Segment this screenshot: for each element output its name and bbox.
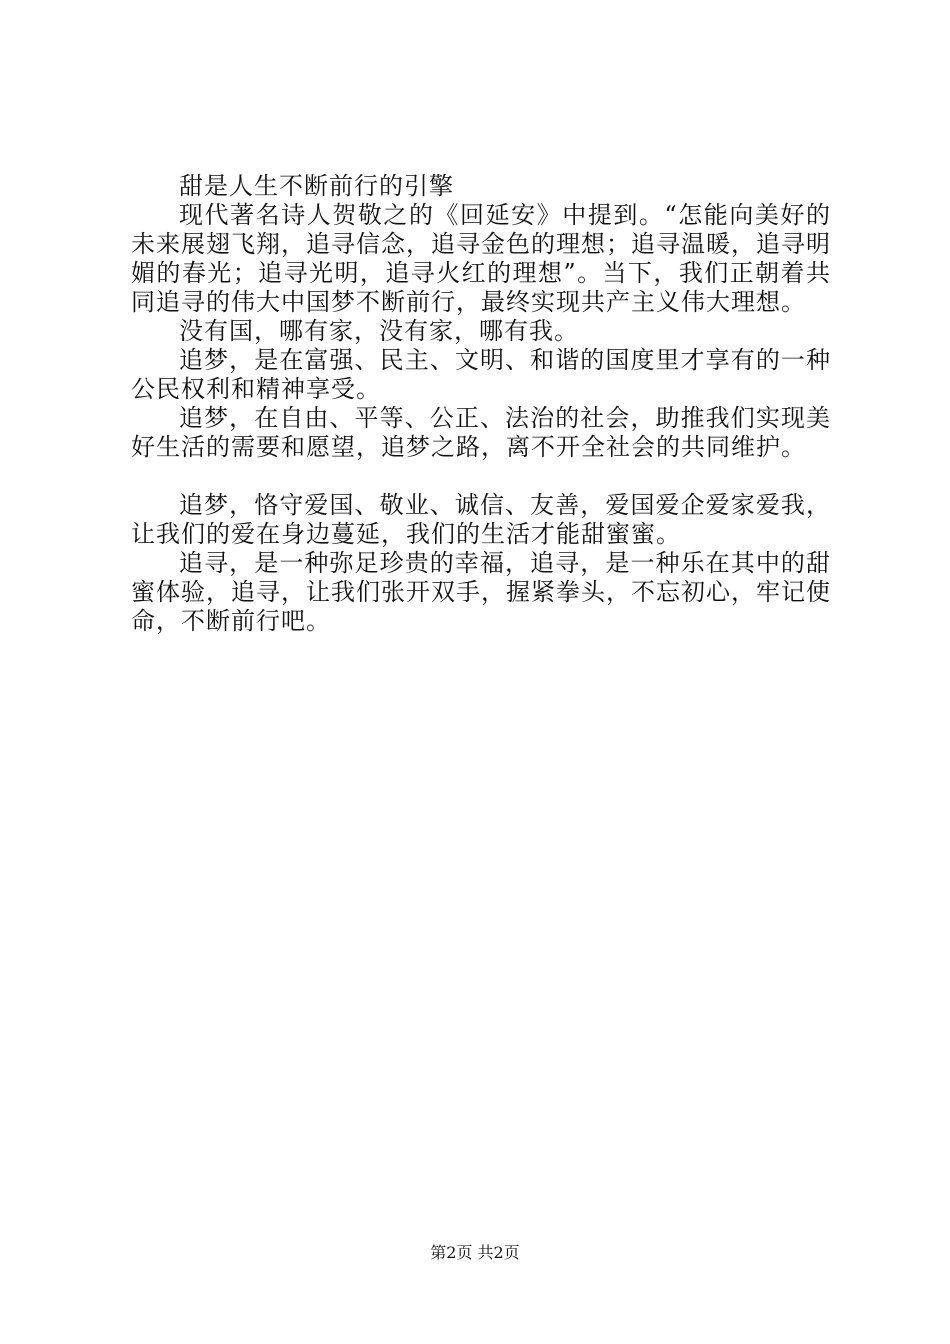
paragraph: 追梦，是在富强、民主、文明、和谐的国度里才享有的一种公民权利和精神享受。 (131, 346, 831, 403)
paragraph: 追梦，在自由、平等、公正、法治的社会，助推我们实现美好生活的需要和愿望，追梦之路，离不开全社会的共同维护。 (131, 404, 831, 461)
paragraph: 没有国，哪有家，没有家，哪有我。 (179, 317, 579, 345)
document-body (131, 172, 831, 636)
paragraph: 追梦，恪守爱国、敬业、诚信、友善，爱国爱企爱家爱我，让我们的爱在身边蔓延，我们的生活才能甜蜜蜜。 (131, 491, 831, 548)
paragraph-heading: 甜是人生不断前行的引擎 (179, 172, 454, 200)
paragraph: 追寻，是一种弥足珍贵的幸福，追寻，是一种乐在其中的甜蜜体验，追寻，让我们张开双手，握紧拳头，不忘初心，牢记使命，不断前行吧。 (131, 549, 831, 635)
paragraph: 现代著名诗人贺敬之的《回延安》中提到。“怎能向美好的未来展翅飞翔，追寻信念，追寻金色的理想；追寻温暖，追寻明媚的春光；追寻光明，追寻火红的理想”。当下，我们正朝着共同追寻的伟大中国梦不断前行，最终实现共产主义伟大理想。 (131, 201, 831, 316)
page-number-footer: 第2页 共2页 (430, 1243, 520, 1262)
